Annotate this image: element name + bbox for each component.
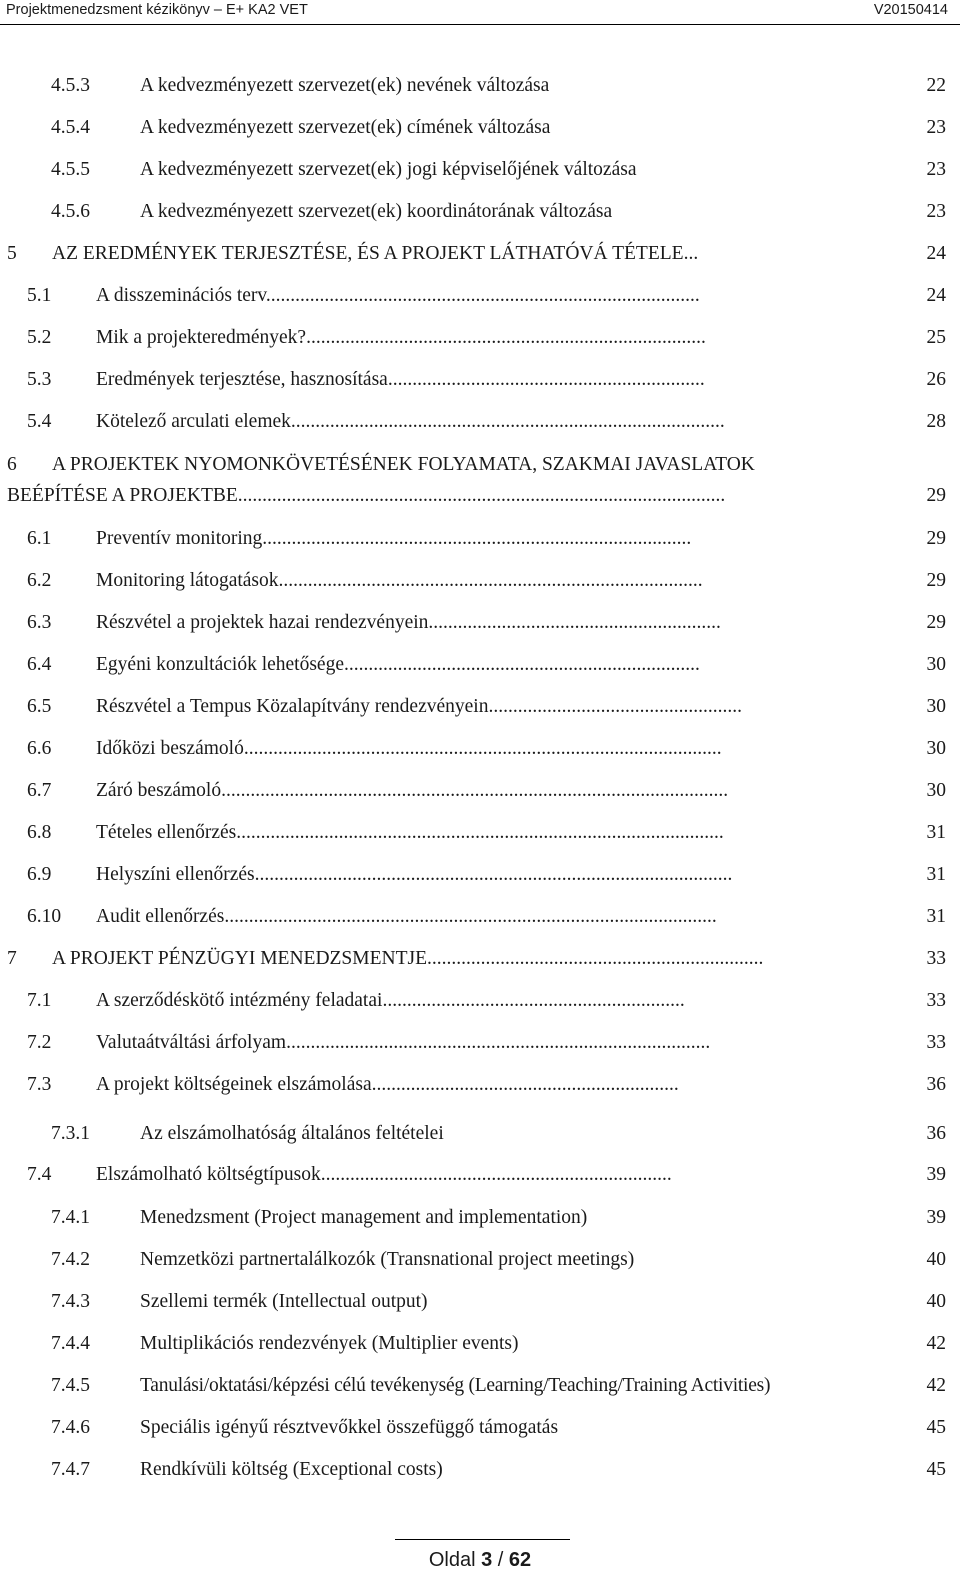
toc-entry-title: A szerződéskötő intézmény feladatai.............................................................. (96, 990, 685, 1011)
total-pages: 62 (508, 1549, 532, 1571)
toc-entry-title: Tanulási/oktatási/képzési célú tevékenység (Learning/Teaching/Training Activities) (140, 1375, 771, 1396)
toc-entry-number: 7.3.1 (51, 1123, 90, 1144)
toc-entry-5[interactable] (0, 240, 960, 270)
toc-entry-number: 6.4 (27, 654, 52, 675)
toc-entry-number: 6.6 (27, 738, 52, 759)
page-separator: / (497, 1549, 504, 1571)
page-number (0, 1549, 960, 1572)
toc-entry-5-2[interactable] (0, 324, 960, 354)
toc-entry-7-4[interactable] (0, 1161, 960, 1191)
toc-entry-6-8[interactable] (0, 819, 960, 849)
toc-entry-title: A disszeminációs terv......................................................................................... (96, 285, 700, 306)
toc-entry-title: Speciális igényű résztvevőkkel összefüggő támogatás (140, 1417, 559, 1438)
toc-entry-6-3[interactable] (0, 609, 960, 639)
toc-entry-title: Egyéni konzultációk lehetősége......................................................................... (96, 654, 700, 675)
toc-entry-page: 33 (926, 1032, 946, 1053)
toc-entry-7[interactable] (0, 945, 960, 975)
toc-entry-number: 7 (7, 948, 17, 969)
toc-entry-number: 7.3 (27, 1074, 52, 1095)
toc-entry-number: 7.4.1 (51, 1207, 90, 1228)
toc-entry-title: Monitoring látogatások....................................................................................... (96, 570, 703, 591)
toc-entry-number: 6.8 (27, 822, 52, 843)
toc-entry-page: 30 (926, 654, 946, 675)
toc-entry-title-continued: BEÉPÍTÉSE A PROJEKTBE.................................................................................................... (7, 485, 726, 506)
toc-entry-number: 4.5.3 (51, 75, 90, 96)
toc-entry-page: 39 (926, 1164, 946, 1185)
page-label: Oldal (428, 1549, 476, 1571)
toc-entry-page: 33 (926, 990, 946, 1011)
toc-entry-number: 5.3 (27, 369, 52, 390)
document-version: V20150414 (873, 2, 948, 18)
toc-entry-page: 39 (926, 1207, 946, 1228)
toc-entry-title: Menedzsment (Project management and implementation) (140, 1207, 588, 1228)
toc-entry-6-10[interactable] (0, 903, 960, 933)
toc-entry-5-1[interactable] (0, 282, 960, 312)
toc-entry-number: 6.9 (27, 864, 52, 885)
toc-entry-page: 33 (926, 948, 946, 969)
page-footer (0, 1539, 960, 1589)
toc-entry-page: 30 (926, 780, 946, 801)
toc-entry-page: 29 (926, 612, 946, 633)
toc-entry-title: Elszámolható költségtípusok........................................................................ (96, 1164, 672, 1185)
toc-entry-number: 7.4.7 (51, 1459, 90, 1480)
toc-entry-title: Időközi beszámoló.................................................................................................. (96, 738, 722, 759)
toc-entry-title: Rendkívüli költség (Exceptional costs) (140, 1459, 443, 1480)
toc-entry-number: 5.1 (27, 285, 52, 306)
toc-entry-number: 5.4 (27, 411, 52, 432)
toc-entry-page: 23 (926, 159, 946, 180)
toc-entry-title: A kedvezményezett szervezet(ek) jogi képviselőjének változása (140, 159, 637, 180)
toc-entry-number: 6.10 (27, 906, 62, 927)
toc-entry-title: Az elszámolhatóság általános feltételei (140, 1123, 444, 1144)
toc-entry-number: 7.4.4 (51, 1333, 90, 1354)
toc-entry-page: 40 (926, 1291, 946, 1312)
toc-entry-title: A kedvezményezett szervezet(ek) nevének változása (140, 75, 550, 96)
toc-entry-page: 24 (926, 243, 946, 264)
toc-entry-number: 4.5.5 (51, 159, 90, 180)
toc-entry-page: 22 (926, 75, 946, 96)
toc-entry-title: Valutaátváltási árfolyam....................................................................................... (96, 1032, 711, 1053)
toc-entry-4-5-4[interactable] (0, 114, 960, 144)
toc-entry-title: Tételes ellenőrzés.................................................................................................... (96, 822, 724, 843)
toc-entry-number: 7.4.2 (51, 1249, 90, 1270)
toc-entry-title: Helyszíni ellenőrzés.................................................................................................. (96, 864, 733, 885)
toc-entry-number: 7.4 (27, 1164, 52, 1185)
toc-entry-title: AZ EREDMÉNYEK TERJESZTÉSE, ÉS A PROJEKT LÁTHATÓVÁ TÉTELE... (52, 243, 699, 264)
toc-entry-4-5-5[interactable] (0, 156, 960, 186)
toc-entry-page: 29 (926, 485, 946, 506)
toc-entry-title: A projekt költségeinek elszámolása............................................................... (96, 1074, 679, 1095)
toc-entry-7-2[interactable] (0, 1029, 960, 1059)
toc-entry-title: A PROJEKTEK NYOMONKÖVETÉSÉNEK FOLYAMATA, SZAKMAI JAVASLATOK (52, 454, 755, 475)
toc-entry-number: 6 (7, 454, 17, 475)
toc-entry-7-4-7[interactable] (0, 1456, 960, 1486)
toc-entry-6-2[interactable] (0, 567, 960, 597)
current-page: 3 (481, 1549, 493, 1571)
toc-entry-number: 7.1 (27, 990, 52, 1011)
toc-entry-7-1[interactable] (0, 987, 960, 1017)
toc-entry-6-9[interactable] (0, 861, 960, 891)
toc-entry-7-3[interactable] (0, 1071, 960, 1101)
toc-entry-7-4-2[interactable] (0, 1246, 960, 1276)
toc-entry-7-3-1[interactable] (0, 1120, 960, 1150)
toc-entry-number: 7.2 (27, 1032, 52, 1053)
toc-entry-5-3[interactable] (0, 366, 960, 396)
toc-entry-page: 23 (926, 201, 946, 222)
toc-entry-page: 31 (926, 864, 946, 885)
toc-entry-page: 24 (926, 285, 946, 306)
toc-entry-title: Multiplikációs rendezvények (Multiplier events) (140, 1333, 519, 1354)
toc-entry-title: Záró beszámoló........................................................................................................ (96, 780, 729, 801)
toc-entry-page: 25 (926, 327, 946, 348)
toc-entry-title: A kedvezményezett szervezet(ek) címének változása (140, 117, 551, 138)
toc-entry-7-4-1[interactable] (0, 1204, 960, 1234)
toc-entry-page: 29 (926, 528, 946, 549)
toc-entry-title: Nemzetközi partnertalálkozók (Transnational project meetings) (140, 1249, 635, 1270)
toc-entry-number: 4.5.6 (51, 201, 90, 222)
toc-entry-page: 40 (926, 1249, 946, 1270)
toc-entry-title: Eredmények terjesztése, hasznosítása................................................................. (96, 369, 705, 390)
toc-entry-7-4-3[interactable] (0, 1288, 960, 1318)
toc-entry-4-5-3[interactable] (0, 72, 960, 102)
toc-entry-number: 6.3 (27, 612, 52, 633)
toc-entry-page: 26 (926, 369, 946, 390)
toc-entry-page: 42 (926, 1333, 946, 1354)
toc-entry-4-5-6[interactable] (0, 198, 960, 228)
toc-entry-page: 36 (926, 1074, 946, 1095)
toc-entry-title: A kedvezményezett szervezet(ek) koordinátorának változása (140, 201, 613, 222)
toc-entry-number: 7.4.6 (51, 1417, 90, 1438)
toc-entry-page: 36 (926, 1123, 946, 1144)
toc-entry-title: Mik a projekteredmények?.................................................................................. (96, 327, 706, 348)
toc-entry-page: 28 (926, 411, 946, 432)
toc-entry-title: Részvétel a projektek hazai rendezvényein............................................................ (96, 612, 721, 633)
toc-entry-6-5[interactable] (0, 693, 960, 723)
toc-entry-page: 23 (926, 117, 946, 138)
toc-entry-title: Preventív monitoring........................................................................................ (96, 528, 692, 549)
toc-entry-6-1[interactable] (0, 525, 960, 555)
toc-entry-title: A PROJEKT PÉNZÜGYI MENEDZSMENTJE..................................................................... (52, 948, 764, 969)
toc-entry-number: 7.4.5 (51, 1375, 90, 1396)
toc-entry-number: 7.4.3 (51, 1291, 90, 1312)
toc-entry-page: 30 (926, 696, 946, 717)
toc-entry-title: Részvétel a Tempus Közalapítvány rendezvényein.................................................... (96, 696, 742, 717)
toc-entry-page: 31 (926, 822, 946, 843)
toc-entry-page: 45 (926, 1417, 946, 1438)
toc-entry-number: 5.2 (27, 327, 52, 348)
footer-rule (395, 1539, 570, 1540)
toc-entry-6-4[interactable] (0, 651, 960, 681)
toc-entry-7-4-4[interactable] (0, 1330, 960, 1360)
toc-entry-5-4[interactable] (0, 408, 960, 438)
toc-entry-title: Audit ellenőrzés..................................................................................................... (96, 906, 717, 927)
toc-entry-number: 6.5 (27, 696, 52, 717)
toc-entry-page: 42 (926, 1375, 946, 1396)
toc-entry-number: 4.5.4 (51, 117, 90, 138)
document-title: Projektmenedzsment kézikönyv – E+ KA2 VET (6, 2, 308, 18)
toc-entry-page: 29 (926, 570, 946, 591)
toc-entry-title: Kötelező arculati elemek......................................................................................... (96, 411, 725, 432)
toc-entry-7-4-5[interactable] (0, 1372, 960, 1402)
toc-entry-6-6[interactable] (0, 735, 960, 765)
toc-entry-title: Szellemi termék (Intellectual output) (140, 1291, 428, 1312)
toc-entry-number: 5 (7, 243, 17, 264)
toc-entry-number: 6.1 (27, 528, 52, 549)
toc-entry-number: 6.7 (27, 780, 52, 801)
toc-entry-number: 6.2 (27, 570, 52, 591)
toc-entry-6-7[interactable] (0, 777, 960, 807)
toc-entry-6[interactable] (0, 451, 960, 513)
toc-entry-page: 30 (926, 738, 946, 759)
toc-entry-page: 31 (926, 906, 946, 927)
toc-entry-page: 45 (926, 1459, 946, 1480)
toc-entry-7-4-6[interactable] (0, 1414, 960, 1444)
